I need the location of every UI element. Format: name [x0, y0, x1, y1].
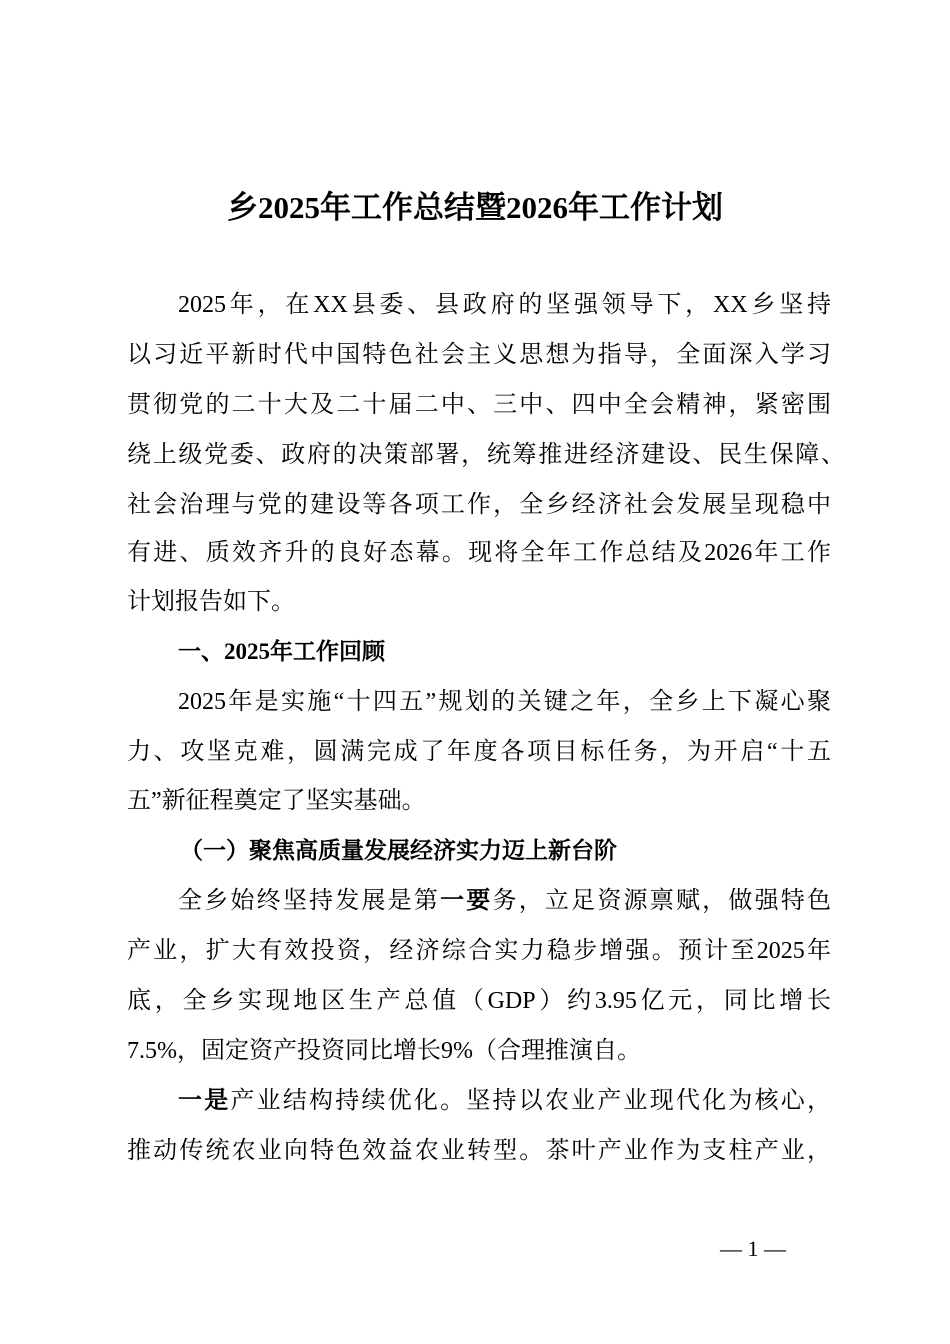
paragraph-line: 2025年是实施“十四五”规划的关键之年，全乡上下凝心聚: [178, 689, 831, 715]
paragraph-line: 产业，扩大有效投资，经济综合实力稳步增强。预计至2025年: [127, 938, 831, 964]
intro-line: 社会治理与党的建设等各项工作，全乡经济社会发展呈现稳中: [127, 492, 831, 518]
paragraph-line: 推动传统农业向特色效益农业转型。茶叶产业作为支柱产业，: [127, 1138, 831, 1164]
intro-line: 2025年，在XX县委、县政府的坚强领导下，XX乡坚持: [178, 292, 831, 318]
text: 全乡始终坚持发展是第: [178, 888, 441, 914]
page-number: — 1 —: [720, 1236, 786, 1261]
intro-line: 以习近平新时代中国特色社会主义思想为指导，全面深入学习: [127, 342, 831, 368]
paragraph-line: [178, 886, 831, 916]
paragraph-line: 7.5%，固定资产投资同比增长9%（合理推演自。: [127, 1038, 641, 1064]
paragraph-line: 底，全乡实现地区生产总值（GDP）约3.95亿元，同比增长: [127, 988, 831, 1014]
intro-line: 绕上级党委、政府的决策部署，统筹推进经济建设、民生保障、: [127, 442, 845, 468]
text: 务，立足资源禀赋，做强特色: [492, 888, 832, 914]
paragraph-line: 五”新征程奠定了坚实基础。: [127, 788, 426, 814]
subsection-heading: （一）聚焦高质量发展经济实力迈上新台阶: [180, 838, 617, 863]
intro-line: 计划报告如下。: [127, 589, 295, 615]
intro-line: 贯彻党的二十大及二十届二中、三中、四中全会精神，紧密围: [127, 392, 831, 418]
intro-line: 有进、质效齐升的良好态幕。现将全年工作总结及2026年工作: [127, 540, 831, 566]
section-heading: 一、2025年工作回顾: [178, 639, 385, 664]
document-title: 乡2025年工作总结暨2026年工作计划: [227, 190, 723, 225]
paragraph-line: [178, 1086, 831, 1116]
point-lead: 一是: [178, 1088, 231, 1114]
bold-text: 一要: [440, 888, 493, 914]
paragraph-line: 力、攻坚克难，圆满完成了年度各项目标任务，为开启“十五: [127, 739, 831, 765]
text: 产业结构持续优化。坚持以农业产业现代化为核心，: [230, 1088, 832, 1114]
